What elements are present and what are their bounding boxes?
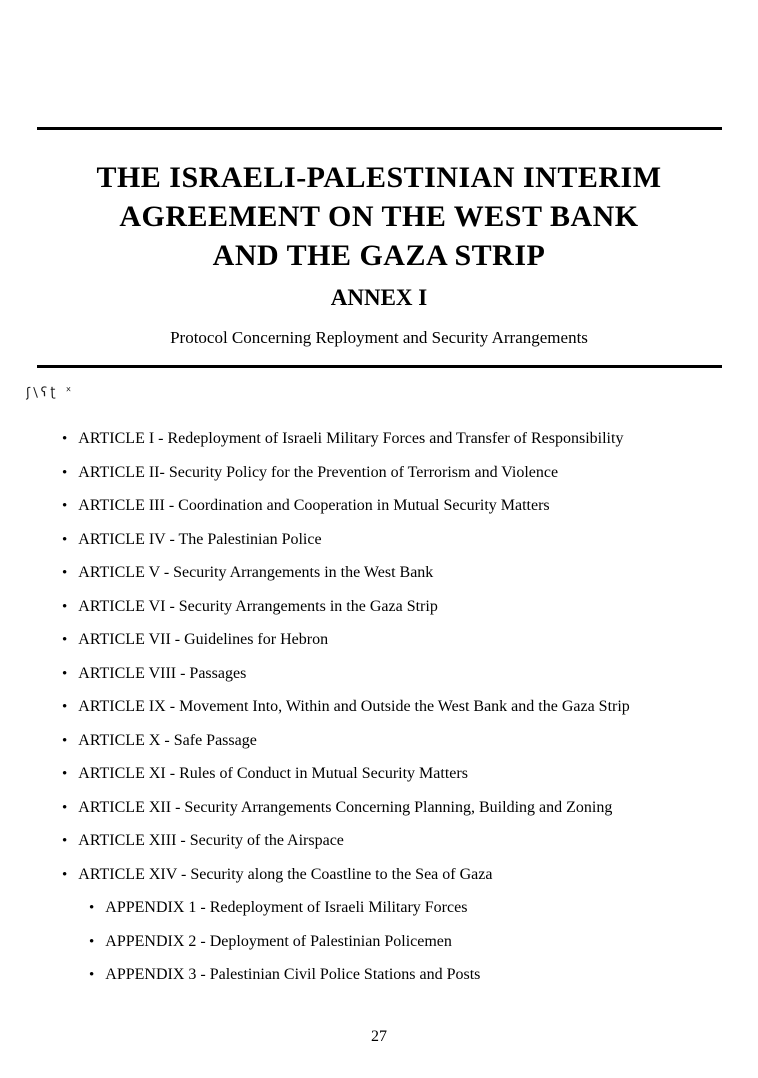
bullet-icon: • xyxy=(62,699,68,715)
bullet-icon: • xyxy=(62,866,68,883)
table-of-contents xyxy=(62,429,730,999)
article-label: ARTICLE XII - Security Arrangements Concerning Planning, Building and Zoning xyxy=(78,798,613,816)
middle-horizontal-rule xyxy=(37,365,722,368)
article-label: ARTICLE IX - Movement Into, Within and Outside the West Bank and the Gaza Strip xyxy=(78,698,630,715)
list-item-article-3 xyxy=(62,496,730,517)
list-item-article-10 xyxy=(62,731,730,752)
bullet-icon: • xyxy=(62,464,68,481)
page-number: 27 xyxy=(371,1028,387,1045)
article-label: ARTICLE XIII - Security of the Airspace xyxy=(78,832,344,849)
bullet-icon: • xyxy=(62,632,68,648)
list-item-article-11 xyxy=(62,764,730,785)
article-label: ARTICLE I - Redeployment of Israeli Military Forces and Transfer of Responsibility xyxy=(78,430,624,447)
list-item-article-5 xyxy=(62,563,730,584)
annex-heading: ANNEX I xyxy=(330,285,428,310)
bullet-icon: • xyxy=(62,833,68,849)
bullet-icon: • xyxy=(89,933,95,950)
list-item-article-1 xyxy=(62,429,730,450)
article-label: ARTICLE III - Coordination and Cooperation in Mutual Security Matters xyxy=(78,497,550,514)
list-item-article-7 xyxy=(62,630,730,651)
document-subtitle: Protocol Concerning Reployment and Security Arrangements xyxy=(170,328,588,347)
article-label: ARTICLE II- Security Policy for the Prevention of Terrorism and Violence xyxy=(78,463,559,481)
document-title-line-1: THE ISRAELI-PALESTINIAN INTERIM xyxy=(96,161,662,194)
article-label: ARTICLE V - Security Arrangements in the West Bank xyxy=(78,564,434,581)
appendix-label: APPENDIX 3 - Palestinian Civil Police Stations and Posts xyxy=(105,966,481,983)
article-label: ARTICLE VI - Security Arrangements in the Gaza Strip xyxy=(78,597,438,615)
article-label: ARTICLE IV - The Palestinian Police xyxy=(78,530,322,548)
appendix-label: APPENDIX 2 - Deployment of Palestinian Policemen xyxy=(105,932,452,950)
bullet-icon: • xyxy=(62,431,68,447)
handwritten-margin-mark: ʃ\ʕʈ ˣ xyxy=(25,384,75,401)
list-item-appendix-1 xyxy=(89,898,730,919)
bullet-icon: • xyxy=(62,732,68,749)
bullet-icon: • xyxy=(62,531,68,548)
list-item-article-2 xyxy=(62,463,730,484)
article-label: ARTICLE VIII - Passages xyxy=(78,664,247,682)
bullet-icon: • xyxy=(62,498,68,514)
appendix-label: APPENDIX 1 - Redeployment of Israeli Military Forces xyxy=(105,899,468,916)
list-item-article-6 xyxy=(62,597,730,618)
article-label: ARTICLE XI - Rules of Conduct in Mutual Security Matters xyxy=(78,765,468,782)
bullet-icon: • xyxy=(89,967,95,983)
bullet-icon: • xyxy=(89,900,95,916)
list-item-article-9 xyxy=(62,697,730,718)
top-horizontal-rule xyxy=(37,127,722,130)
list-item-appendix-2 xyxy=(89,932,730,953)
bullet-icon: • xyxy=(62,799,68,816)
list-item-article-14 xyxy=(62,865,730,886)
list-item-article-4 xyxy=(62,530,730,551)
bullet-icon: • xyxy=(62,565,68,581)
bullet-icon: • xyxy=(62,665,68,682)
document-title-line-2: AGREEMENT ON THE WEST BANK xyxy=(119,200,639,233)
document-title-line-3: AND THE GAZA STRIP xyxy=(212,239,546,272)
article-label: ARTICLE VII - Guidelines for Hebron xyxy=(78,631,329,648)
list-item-article-8 xyxy=(62,664,730,685)
bullet-icon: • xyxy=(62,766,68,782)
article-label: ARTICLE X - Safe Passage xyxy=(78,731,257,749)
article-label: ARTICLE XIV - Security along the Coastline to the Sea of Gaza xyxy=(78,865,493,883)
list-item-article-13 xyxy=(62,831,730,852)
list-item-article-12 xyxy=(62,798,730,819)
list-item-appendix-3 xyxy=(89,965,730,986)
bullet-icon: • xyxy=(62,598,68,615)
document-title xyxy=(0,158,758,275)
